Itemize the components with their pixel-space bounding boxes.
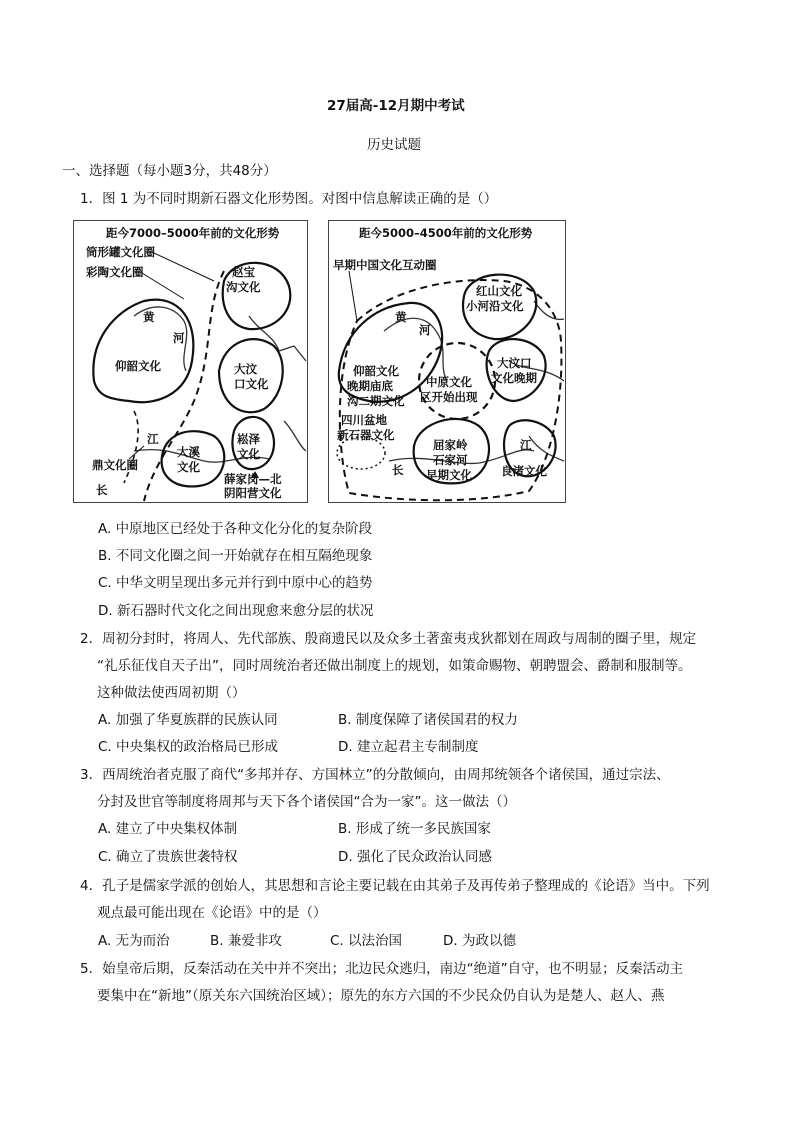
q5-line-1: 5．始皇帝后期，反秦活动在关中并不突出；北边民众逃归，南边“绝道”自守，也不明显；反秦活动主 [80,961,684,977]
q2-line-2: “礼乐征伐自天子出”，同时周统治者还做出制度上的规划，如策命赐物、朝聘盟会、爵制和服制等。 [97,658,692,674]
q2-option-c: C. 中央集权的政治格局已形成 [98,739,279,755]
map-left-label: 江 [147,432,159,446]
map-right-label: 江 [520,438,532,452]
q3-option-b: B. 形成了统一多民族国家 [338,821,491,837]
map-left-title: 距今7000–5000年前的文化形势 [106,226,280,240]
map-right-label: 河 [419,323,431,337]
question-1-stem: 1．图 1 为不同时期新石器文化形势图。对图中信息解读正确的是（） [80,191,498,207]
map-left-label: 大溪 [177,445,200,459]
map-right-label: 石家河 [433,453,468,467]
q4-option-c: C. 以法治国 [330,933,403,949]
map-left-label: 大汶 [234,362,257,376]
exam-title: 27届高-12月期中考试 [327,98,465,114]
q2-line-1: 2．周初分封时，将周人、先代部族、殷商遗民以及众多土著蛮夷戎狄都划在周政与周制的圈子里，规定 [80,631,697,647]
q4-line-1: 4．孔子是儒家学派的创始人，其思想和言论主要记载在由其弟子及再传弟子整理成的《论语》当中。下列 [80,878,710,894]
map-right-label: 区开始出现 [420,390,478,404]
map-right-label: 早期中国文化互动圈 [333,258,437,272]
map-left-label: 文化 [237,447,260,461]
q2-option-b: B. 制度保障了诸侯国君的权力 [338,712,518,728]
map-right-label: 中原文化 [426,375,472,389]
map-left-label: 仰韶文化 [115,359,161,373]
q2-line-3: 这种做法使西周初期（） [97,685,246,701]
map-left-label: 河 [173,331,185,345]
q2-option-a: A. 加强了华夏族群的民族认同 [98,712,278,728]
map-right-label: 早期文化 [426,468,472,482]
map-right-label: 黄 [395,310,407,324]
q4-option-d: D. 为政以德 [443,933,516,949]
map-left-label: 彩陶文化圈 [86,265,144,279]
map-left-label: 筒形罐文化圈 [86,245,155,259]
q4-option-a: A. 无为而治 [98,933,170,949]
map-right-label: 晚期庙底 [347,379,393,393]
q3-option-a: A. 建立了中央集权体制 [98,821,238,837]
map-right-label: 文化晚期 [491,371,537,385]
q3-line-2: 分封及世官等制度将周邦与天下各个诸侯国“合为一家”。这一做法（） [97,794,516,810]
q1-option-c: C. 中华文明呈现出多元并行到中原中心的趋势 [98,575,373,591]
map-left-label: 文化 [177,460,200,474]
map-right-label: 小河沿文化 [466,299,524,313]
map-5000-4500 [328,220,566,503]
q4-line-2: 观点最可能出现在《论语》中的是（） [97,905,327,921]
map-right-label: 屈家岭 [433,438,468,452]
q3-option-d: D. 强化了民众政治认同感 [338,849,492,865]
map-right-label: 大汶口 [497,356,532,370]
q3-option-c: C. 确立了贵族世袭特权 [98,849,238,865]
section-title: 一、选择题（每小题3分，共48分） [62,163,277,179]
map-left-label: 鼎文化圈 [92,458,138,472]
q5-line-2: 要集中在“新地”（原关东六国统治区域）；原先的东方六国的不少民众仍自认为是楚人、赵人、燕 [97,988,665,1004]
map-left-label: 长 [96,483,108,497]
map-left-label: 薛家岗—北 [224,472,282,486]
map-right-label: 沟二期文化 [347,394,405,408]
map-left-label: 阴阳营文化 [224,486,282,500]
map-left-label: 赵宝 [232,265,255,279]
q2-option-d: D. 建立起君主专制制度 [338,739,479,755]
map-right-label: 红山文化 [476,284,522,298]
map-right-title: 距今5000–4500年前的文化形势 [359,226,533,240]
q1-option-b: B. 不同文化圈之间一开始就存在相互隔绝现象 [98,548,373,564]
map-right-label: 仰韶文化 [353,364,399,378]
q4-option-b: B. 兼爱非攻 [210,933,282,949]
subject-title: 历史试题 [367,137,421,153]
q1-option-a: A. 中原地区已经处于各种文化分化的复杂阶段 [98,521,373,537]
map-right-label: 四川盆地 [341,413,387,427]
map-left-label: 崧泽 [237,432,260,446]
map-left-label: 沟文化 [226,280,261,294]
q3-line-1: 3．西周统治者克服了商代“多邦并存、方国林立”的分散倾向，由周邦统领各个诸侯国，通过宗法、 [80,767,670,783]
map-right-label: 长 [392,463,404,477]
map-right-label: 良渚文化 [501,464,547,478]
q1-option-d: D. 新石器时代文化之间出现愈来愈分层的状况 [98,603,374,619]
map-right-label: 新石器文化 [337,428,395,442]
map-left-label: 口文化 [234,377,269,391]
map-left-label: 黄 [143,310,155,324]
map-7000-5000 [73,220,308,503]
